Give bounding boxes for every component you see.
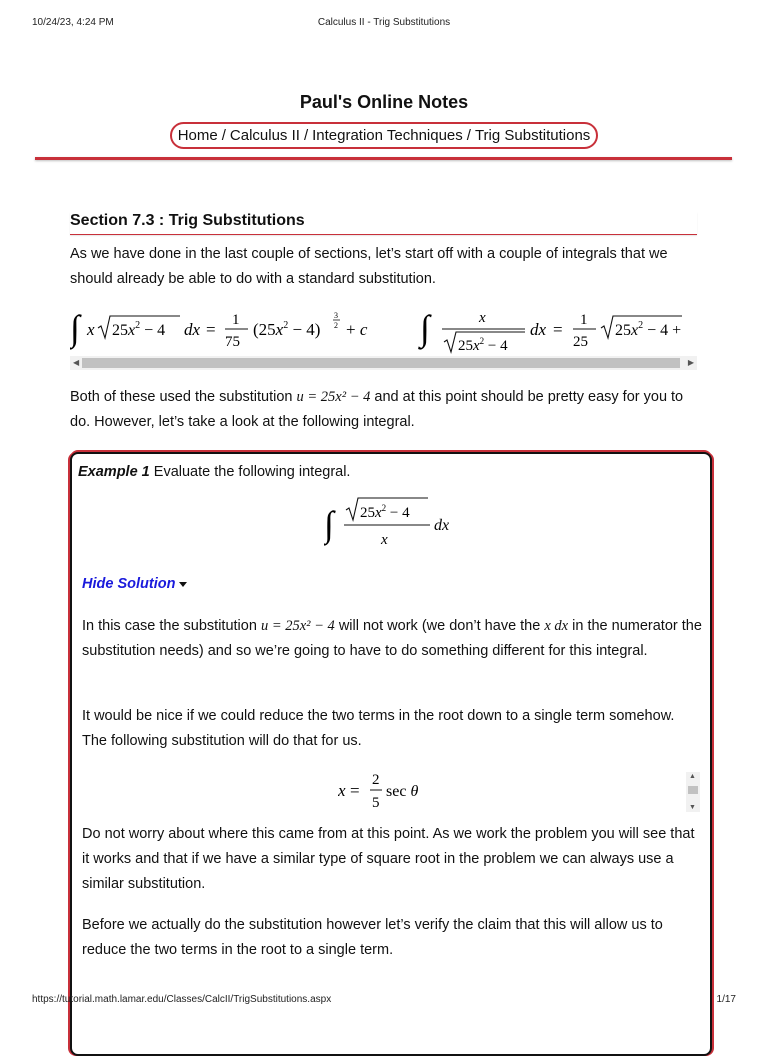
svg-text:(25x2 − 4): $(25x^2 - 4)$ bbox=[253, 320, 321, 339]
svg-text:=: = bbox=[553, 320, 563, 339]
breadcrumb-integration-techniques[interactable]: Integration Techniques bbox=[312, 127, 463, 144]
solution-paragraph-4: Before we actually do the substitution however let’s verify the claim that this will allow us to reduce the two terms in the root to a single term. bbox=[82, 917, 663, 958]
svg-text:=: = bbox=[350, 781, 360, 800]
svg-text:2: 2 bbox=[334, 321, 338, 330]
inline-math: u = 25x² − 4 bbox=[260, 618, 335, 634]
intro-paragraph: As we have done in the last couple of sections, let’s start off with a couple of integrals that we should already be able to do with a standard substitution. bbox=[70, 246, 668, 287]
svg-text:25x2 − 4: $25x^2 - 4$ bbox=[360, 503, 410, 521]
scroll-down-icon[interactable]: ▼ bbox=[689, 804, 696, 811]
svg-text:dx: dx bbox=[434, 517, 450, 534]
inline-math: x dx bbox=[544, 618, 569, 634]
equation-pair bbox=[70, 302, 697, 356]
svg-text:25x2 − 4 +: $25x^2 - 4$ + bbox=[615, 320, 682, 339]
scroll-right-icon[interactable]: ▶ bbox=[687, 358, 694, 367]
equation-vertical-scrollbar[interactable] bbox=[686, 772, 700, 812]
print-page-number: 1/17 bbox=[716, 994, 736, 1005]
scroll-left-icon[interactable]: ◀ bbox=[73, 358, 80, 367]
svg-text:+ c: + c bbox=[346, 320, 368, 339]
print-url: https://tutorial.math.lamar.edu/Classes/CalcII/TrigSubstitutions.aspx bbox=[32, 994, 332, 1005]
example-label: Example 1 bbox=[78, 464, 150, 480]
print-datetime: 10/24/23, 4:24 PM bbox=[32, 17, 114, 28]
svg-text:∫: ∫ bbox=[420, 308, 430, 348]
breadcrumb-trig-substitutions[interactable]: Trig Substitutions bbox=[474, 127, 591, 144]
hide-solution-toggle[interactable] bbox=[82, 576, 187, 592]
follow-up-text: Both of these used the substitution bbox=[70, 389, 293, 405]
svg-text:sec θ: sec θ bbox=[386, 783, 419, 800]
scroll-up-icon[interactable]: ▲ bbox=[689, 773, 696, 780]
print-page-title: Calculus II - Trig Substitutions bbox=[317, 17, 451, 28]
breadcrumb-separator: / bbox=[303, 127, 309, 144]
solution-paragraph-1 bbox=[82, 614, 702, 664]
breadcrumb-container bbox=[0, 122, 768, 149]
solution-text: in the numerator the substitution needs) and so we’re going to have to do something different for this integral. bbox=[82, 618, 702, 659]
breadcrumb-home[interactable]: Home bbox=[177, 127, 218, 144]
svg-text:5: 5 bbox=[372, 795, 380, 811]
solution-paragraph-2: It would be nice if we could reduce the two terms in the root down to a single term somehow. The following substitution will do that for us. bbox=[82, 708, 675, 749]
breadcrumb-separator: / bbox=[466, 127, 471, 144]
svg-text:x: x bbox=[87, 320, 95, 339]
hide-solution-label[interactable]: Hide Solution bbox=[82, 576, 176, 592]
svg-text:∫: ∫ bbox=[70, 308, 80, 348]
equation-row bbox=[70, 302, 697, 356]
svg-text:2: 2 bbox=[372, 772, 380, 788]
header-divider bbox=[35, 157, 732, 160]
svg-text:∫: ∫ bbox=[324, 504, 334, 544]
solution-paragraph-3: Do not worry about where this came from at this point. As we work the problem you will see that it works and that if we have a similar type of square root in the problem we can always use a similar substitution. bbox=[82, 826, 695, 892]
svg-text:dx: dx bbox=[184, 320, 201, 339]
svg-text:25: 25 bbox=[573, 334, 588, 350]
solution-text: will not work (we don’t have the bbox=[338, 618, 541, 634]
svg-text:25x2 − 4: $25x^2 - 4$ bbox=[112, 320, 166, 339]
svg-text:1: 1 bbox=[580, 312, 588, 328]
svg-text:dx: dx bbox=[530, 320, 547, 339]
svg-text:1: 1 bbox=[232, 312, 240, 328]
caret-down-icon bbox=[179, 582, 187, 587]
breadcrumb-separator: / bbox=[221, 127, 226, 144]
svg-text:75: 75 bbox=[225, 334, 240, 350]
example-prompt: Evaluate the following integral. bbox=[153, 464, 351, 480]
site-title[interactable]: Paul's Online Notes bbox=[299, 92, 469, 112]
svg-text:=: = bbox=[206, 320, 216, 339]
svg-text:x: x bbox=[338, 781, 346, 800]
example-integral bbox=[324, 496, 464, 552]
scrollbar-thumb[interactable] bbox=[82, 358, 680, 368]
section-title: Section 7.3 : Trig Substitutions bbox=[70, 212, 697, 235]
breadcrumb-calculus-ii[interactable]: Calculus II bbox=[229, 127, 300, 144]
substitution-equation bbox=[338, 766, 438, 814]
example-box bbox=[70, 452, 712, 1056]
equation-horizontal-scrollbar[interactable] bbox=[70, 356, 697, 370]
solution-text: In this case the substitution bbox=[82, 618, 257, 634]
svg-text:3: 3 bbox=[334, 311, 338, 320]
follow-up-text: and at this point should be pretty easy for you to do. However, let’s take a look at the following integral. bbox=[70, 389, 684, 430]
svg-text:x: x bbox=[479, 310, 486, 326]
breadcrumb bbox=[170, 122, 599, 149]
example-heading bbox=[78, 464, 350, 480]
svg-text:x: x bbox=[381, 532, 388, 548]
svg-text:25x2 − 4: $25x^2 - 4$ bbox=[458, 336, 508, 354]
scrollbar-thumb[interactable] bbox=[688, 786, 698, 794]
inline-math: u = 25x² − 4 bbox=[296, 389, 371, 405]
follow-up-paragraph bbox=[70, 385, 700, 435]
